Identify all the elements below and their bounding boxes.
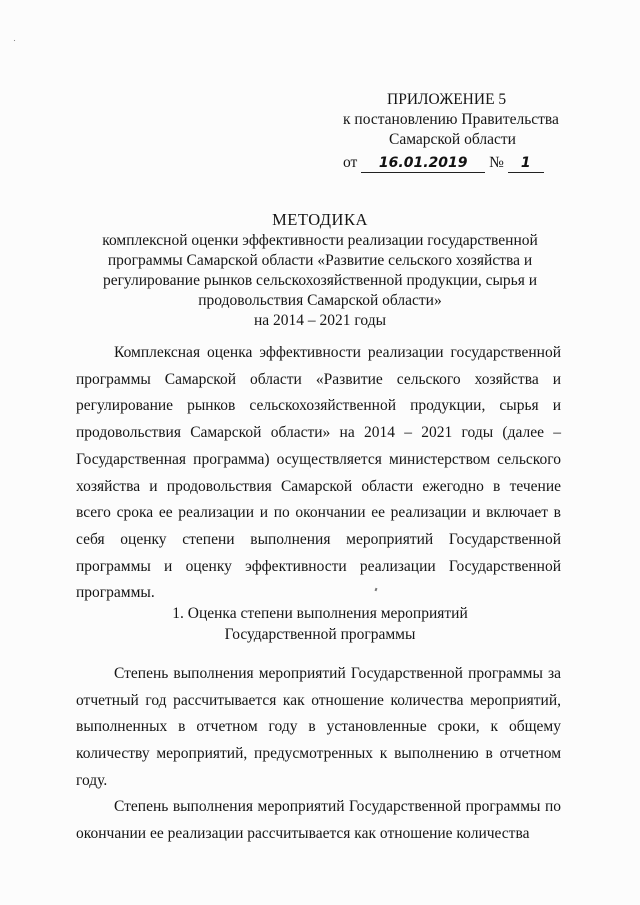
annex-region-line: Самарской области xyxy=(389,131,516,148)
subtitle-line: на 2014 – 2021 годы xyxy=(254,312,386,329)
document-title-block xyxy=(60,210,580,331)
subtitle-line: продовольствия Самарской области» xyxy=(198,292,442,309)
section-paragraph: Степень выполнения мероприятий Государственной программы по окончании ее реализации рассчитывается как отношение количества xyxy=(76,798,561,842)
subtitle-line: регулирование рынков сельскохозяйственной продукции, сырья и xyxy=(102,272,538,289)
handwritten-number: 1 xyxy=(508,155,544,173)
scan-speck xyxy=(14,40,15,41)
date-prefix: от xyxy=(343,154,358,171)
annex-title: ПРИЛОЖЕНИЕ 5 xyxy=(387,91,507,108)
annex-date-line xyxy=(343,153,559,173)
subtitle-line: программы Самарской области «Развитие сельского хозяйства и xyxy=(107,252,533,269)
annex-block xyxy=(343,90,559,173)
section-heading-line: 1. Оценка степени выполнения мероприятий xyxy=(172,605,468,622)
handwritten-date: 16.01.2019 xyxy=(361,155,485,173)
annex-decree-line: к постановлению Правительства xyxy=(343,111,559,128)
section-heading xyxy=(60,603,580,645)
number-prefix: № xyxy=(489,154,504,171)
document-title: МЕТОДИКА xyxy=(272,210,368,229)
intro-paragraph: Комплексная оценка эффективности реализации государственной программы Самарской области «Развитие сельского хозяйства и регулирование рынков сельскохозяйственной продукции, сырья и продовольствия Самарской области» на 2014 – 2021 годы (далее – Государственная программа) осуществляется министерством сельского хозяйства и продовольствия Самарской области ежегодно в течение всего срока ее реализации и по окончании ее реализации и включает в себя оценку степени выполнения мероприятий Государственной программы и оценку эффективности реализации Государственной программы. xyxy=(76,344,561,602)
section-heading-line: Государственной программы xyxy=(224,626,416,643)
subtitle-line: комплексной оценки эффективности реализации государственной xyxy=(102,232,538,249)
section-paragraph: Степень выполнения мероприятий Государственной программы за отчетный год рассчитывается как отношение количества мероприятий, выполненных в отчетном году в установленные сроки, к общему количеству мероприятий, предусмотренных к выполнению в отчетном году. xyxy=(76,665,561,789)
